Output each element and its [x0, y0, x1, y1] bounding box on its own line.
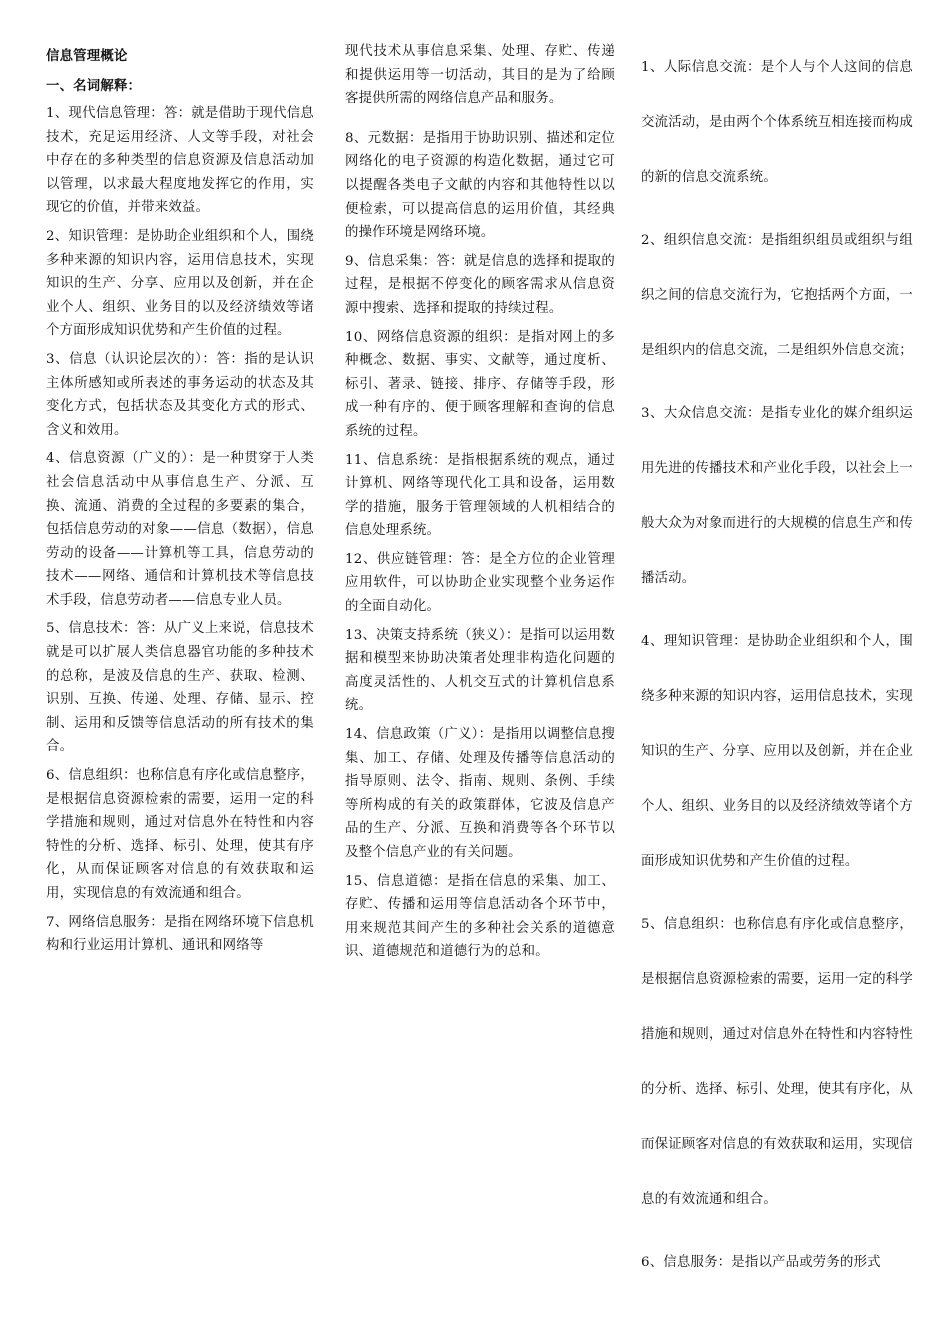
- paragraph: 8、元数据：是指用于协助识别、描述和定位网络化的电子资源的构造化数据，通过它可以提醒各类电子文献的内容和其他特性以以便检索，可以提高信息的运用价值，其经典的操作环境是网络环境。: [345, 130, 615, 241]
- paragraph: 7、网络信息服务：是指在网络环境下信息机构和行业运用计算机、通讯和网络等: [46, 914, 314, 954]
- paragraph: 4、理知识管理：是协助企业组织和个人，围绕多种来源的知识内容，运用信息技术，实现知识的生产、分享、应用以及创新，并在企业个人、组织、业务目的以及经济绩效等诸个方面形成知识优势和产生价值的过程。: [641, 634, 913, 869]
- text-column-3: [641, 40, 913, 1295]
- paragraph: 13、决策支持系统（狭义）：是指可以运用数据和模型来协助决策者处理非构造化问题的高度灵活性的、人机交互式的计算机信息系统。: [345, 627, 615, 714]
- paragraph: 现代技术从事信息采集、处理、存贮、传递和提供运用等一切活动，其目的是为了给顾客提供所需的网络信息产品和服务。: [345, 44, 615, 107]
- paragraph: 5、信息技术：答：从广义上来说，信息技术就是可以扩展人类信息器官功能的多种技术的总称，是波及信息的生产、获取、检测、识别、互换、传递、处理、存储、显示、控制、运用和反馈等信息活动的所有技术的集合。: [46, 621, 314, 755]
- paragraph: 12、供应链管理：答：是全方位的企业管理应用软件，可以协助企业实现整个业务运作的全面自动化。: [345, 551, 615, 615]
- paragraph: 15、信息道德：是指在信息的采集、加工、存贮、传播和运用等信息活动各个环节中，用来规范其间产生的多种社会关系的道德意识、道德规范和道德行为的总和。: [345, 873, 615, 960]
- paragraph: 10、网络信息资源的组织：是指对网上的多种概念、数据、事实、文献等，通过度析、标引、著录、链接、排序、存储等手段，形成一种有序的、便于顾客理解和查询的信息系统的过程。: [345, 329, 615, 439]
- document-title: 信息管理概论: [46, 48, 128, 64]
- paragraph: 5、信息组织：也称信息有序化或信息整序，是根据信息资源检索的需要，运用一定的科学措施和规则，通过对信息外在特性和内容特性的分析、选择、标引、处理，使其有序化，从而保证顾客对信息的有效获取和运用，实现信息的有效流通和组合。: [641, 917, 913, 1207]
- paragraph: 11、信息系统：是指根据系统的观点，通过计算机、网络等现代化工具和设备，运用数学的措施，服务于管理领域的人机相结合的信息处理系统。: [345, 452, 615, 539]
- paragraph: 2、组织信息交流：是指组织组员或组织与组织之间的信息交流行为，它抱括两个方面，一是组织内的信息交流，二是组织外信息交流；: [641, 233, 913, 358]
- paragraph: 1、人际信息交流：是个人与个人这间的信息交流活动，是由两个个体系统互相连接而构成的新的信息交流系统。: [641, 60, 913, 185]
- paragraph: 6、信息组织：也称信息有序化或信息整序，是根据信息资源检索的需要，运用一定的科学措施和规则，通过对信息外在特性和内容特性的分析、选择、标引、处理，使其有序化，从而保证顾客对信息的有效获取和运用，实现信息的有效流通和组合。: [46, 768, 314, 901]
- text-column-1: [46, 40, 314, 963]
- paragraph: 14、信息政策（广义）：是指用以调整信息搜集、加工、存储、处理及传播等信息活动的指导原则、法令、指南、规则、条例、手续等所构成的有关的政策群体，它波及信息产品的生产、分派、互换和消费等各个环节以及整个信息产业的有关问题。: [345, 727, 615, 860]
- paragraph: 4、信息资源（广义的）：是一种贯穿于人类社会信息活动中从事信息生产、分派、互换、流通、消费的全过程的多要素的集合，包括信息劳动的对象——信息（数据），信息劳动的设备——计算机等工具，信息劳动的技术——网络、通信和计算机技术等信息技术手段，信息劳动者——信息专业人员。: [46, 451, 314, 608]
- paragraph: 1、现代信息管理：答：就是借助于现代信息技术，充足运用经济、人文等手段，对社会中存在的多种类型的信息资源及信息活动加以管理，以求最大程度地发挥它的作用，实现它的价值，并带来效益。: [46, 106, 314, 216]
- paragraph: 6、信息服务：是指以产品或劳务的形式: [641, 1255, 881, 1270]
- paragraph: 3、大众信息交流：是指专业化的媒介组织运用先进的传播技术和产业化手段，以社会上一般大众为对象而进行的大规模的信息生产和传播活动。: [641, 406, 913, 586]
- text-column-2: [345, 40, 615, 969]
- paragraph: 9、信息采集：答：就是信息的选择和提取的过程，是根据不停变化的顾客需求从信息资源中搜索、选择和提取的持续过程。: [345, 253, 615, 316]
- paragraph: 3、信息（认识论层次的）：答：指的是认识主体所感知或所表述的事务运动的状态及其变化方式，包括状态及其变化方式的形式、含义和效用。: [46, 351, 314, 438]
- paragraph: 2、知识管理：是协助企业组织和个人，围绕多种来源的知识内容，运用信息技术，实现知识的生产、分享、应用以及创新，并在企业个人、组织、业务目的以及经济绩效等诸个方面形成知识优势和产生价值的过程。: [46, 228, 314, 339]
- section-heading: 一、名词解释：: [46, 78, 142, 94]
